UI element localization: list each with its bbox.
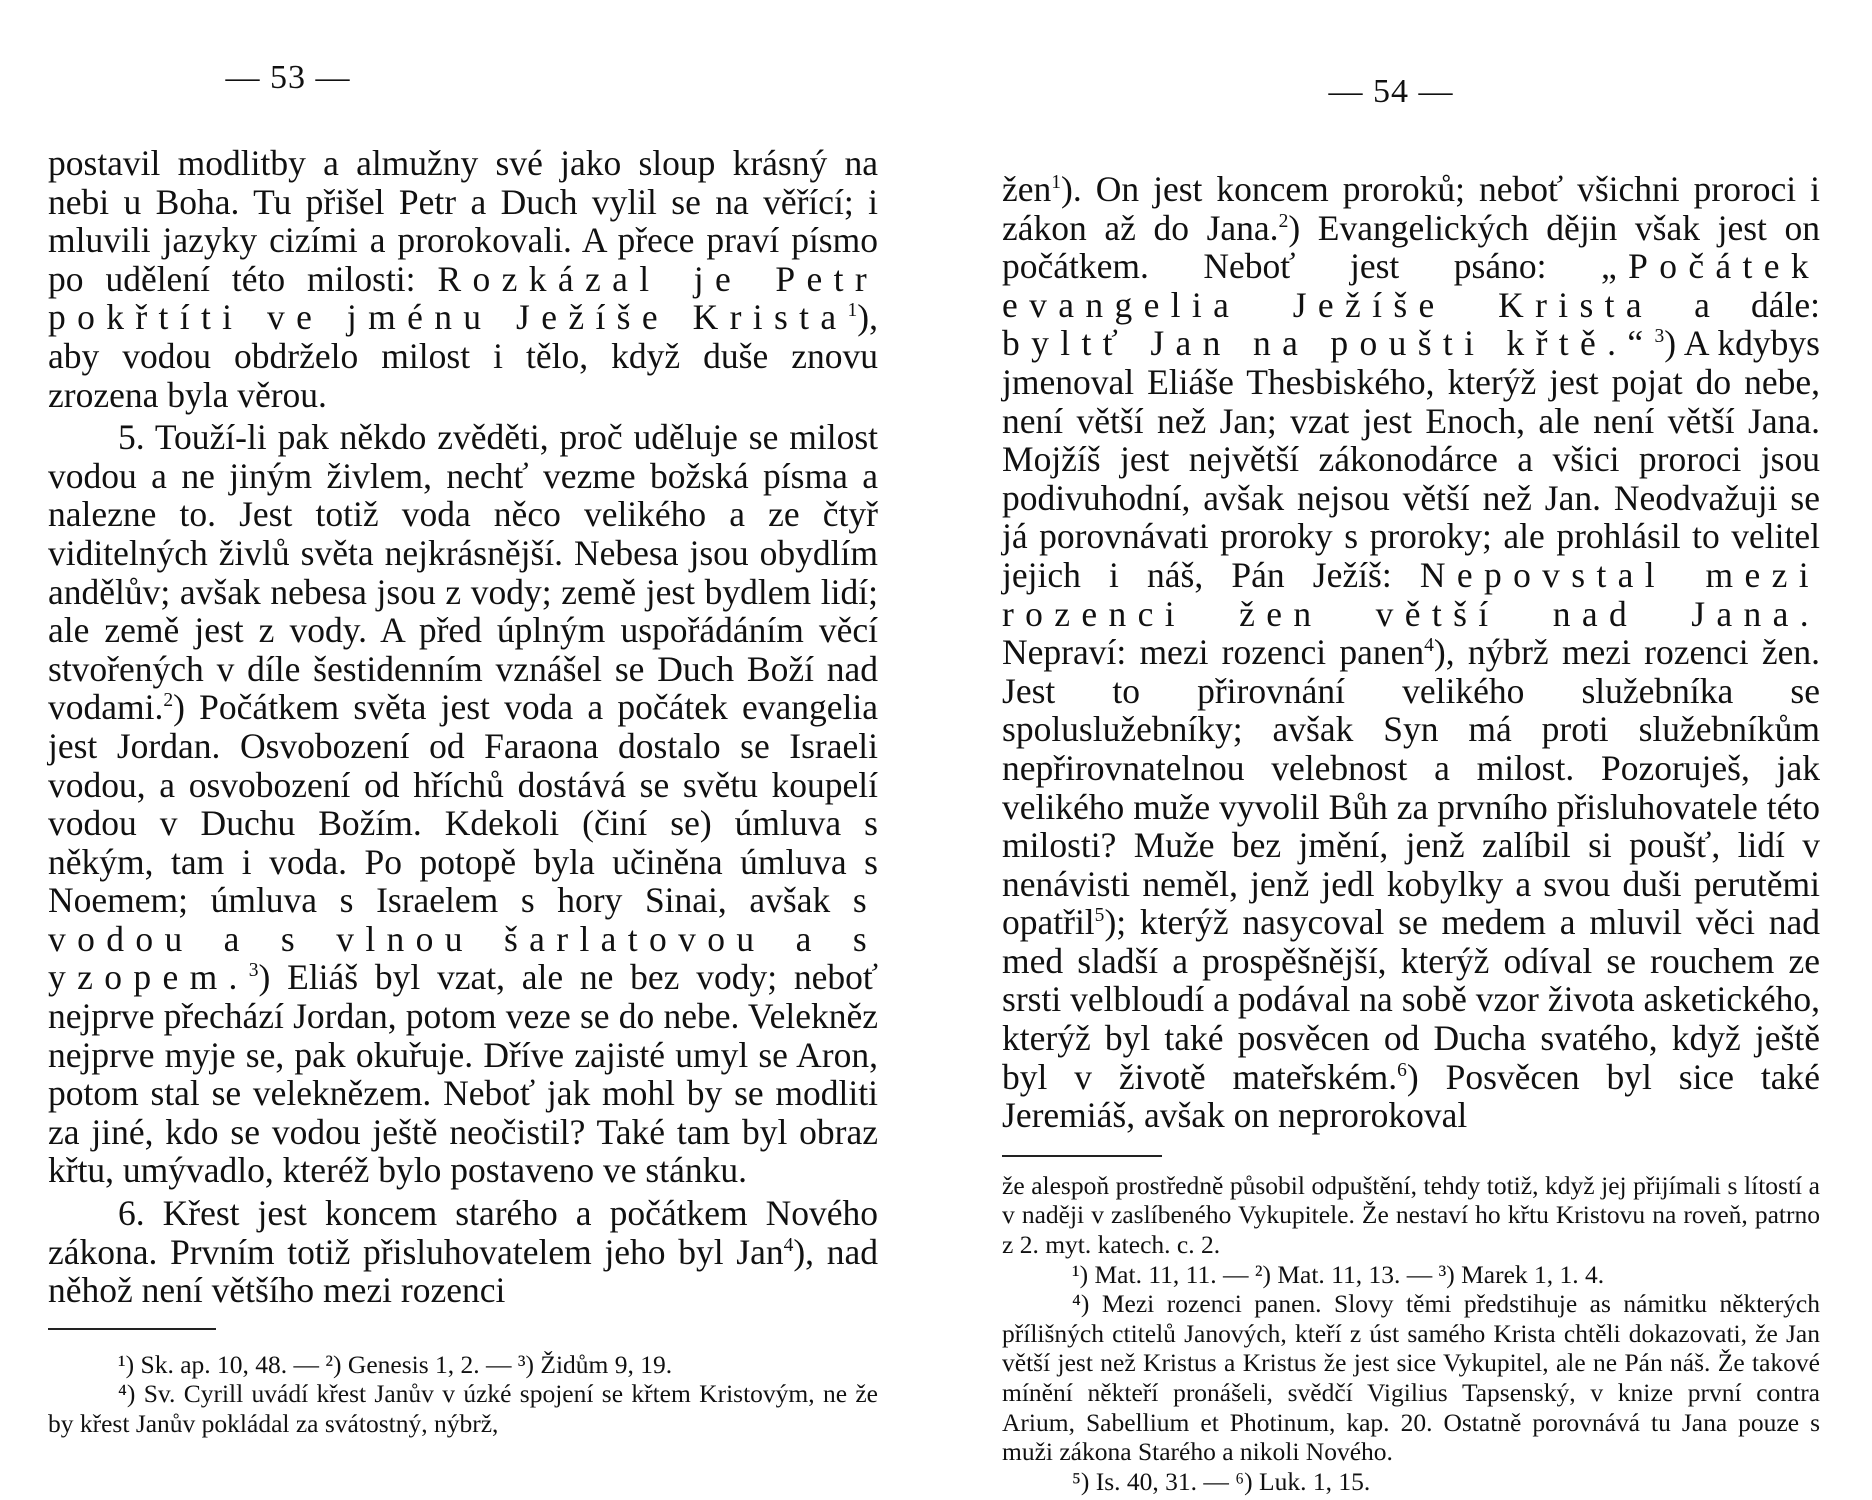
footnote-ref: 6 [1397,1059,1407,1081]
left-page [48,0,878,1439]
paragraph: žen$^1$). On jest koncem proroků; neboť všichni proroci i zákon až do Jana.$^2$) Evangelických dějin však jest on počátkem. Neboť jest psáno: „Počátek evangelia Ježíše Krista a dále: byltť Jan na poušti křtě.“$^3$) A kdybys jmenoval Eliáše Thesbiského, kterýž jest pojat do nebe, není větší než Jan; vzat jest Enoch, ale není větší Jana. Mojžíš jest největší zákonodárce a všici proroci jsou podivuhodní, avšak nejsou větší než Jan. Neodvažuji se já porovnávati proroky s proroky; ale prohlásil to velitel jejich i náš, Pán Ježíš: Nepovstal mezi rozenci žen větší nad Jana. Nepraví: mezi rozenci panen$^4$), nýbrž mezi rozenci žen. Jest to přirovnání velikého služebníka se spoluslužebníky; avšak Syn má proti služebníkům nepřirovnatelnou velebnost a milost. Pozoruješ, jak velikého muže vyvolil Bůh za prvního přisluhovatele této milosti? Muže bez jmění, jenž zalíbil si poušť, lidí v nenávisti neměl, jenž jedl kobylky a svou duši perutěmi opatřil$^5$); kterýž nasycoval se medem a mluvil věci nad med sladší a prospěšnější, kterýž odíval se rouchem ze srsti velbloudí a podával na sobě vzor života asketického, kterýž byl také posvěcen od Ducha svatého, když ještě byl v životě mateřském.$^6$) Posvěcen byl sice také Jeremiáš, avšak on neprorokoval [1002,169,1821,1136]
spaced-quote: Rozkázal je Petr pokřtíti ve jménu Ježíše Krista [48,258,878,338]
footnote-ref: 4 [783,1234,794,1256]
footnote-ref: 3 [248,960,259,982]
right-page [1002,0,1820,1496]
footnote-ref: 1 [1051,172,1062,194]
footnote: ⁴) Mezi rozenci panen. Slovy těmi předstihuje as námitku některých přílišných ctitelů Janových, kteří z úst samého Krista chtěli dokazovati, že Jan větší jest než Kristus a Kristus že jest sice Vykupitel, ale ne Pán náš. Že takové mínění někteří pronášeli, svědčí Vigilius Tapsenský, v knize první contra Arium, Sabellium et Photinum, kap. 20. Ostatně porovnává tu Jana pouze s muži zákona Starého a nikoli Nového. [1002,1289,1820,1467]
spaced-quote: „Počátek evangelia Ježíše Krista [1002,246,1820,325]
footnote-ref: 4 [1424,635,1434,657]
footnote-ref: 1 [847,300,858,322]
footnote: ⁵) Is. 40, 31. — ⁶) Luk. 1, 15. [1072,1466,1371,1496]
footnotes [48,1350,878,1439]
spaced-quote: byltť Jan na poušti křtě.“ [1002,323,1655,364]
footnote: ¹) Sk. ap. 10, 48. — ²) Genesis 1, 2. — ³) Židům 9, 19. [118,1349,673,1379]
body-text [48,144,878,1310]
footnote-ref: 5 [1094,905,1105,927]
footnote-divider [48,1328,216,1330]
footnote-divider [1002,1155,1162,1157]
footnote-ref: 2 [1278,210,1289,232]
footnote-ref: 3 [1654,326,1665,348]
footnote-continuation: že alespoň prostředně působil odpuštění, tehdy totiž, když jej přijímali s lítostí a v naději v zaslíbeného Vykupitele. Že nestaví ho křtu Kristovu na roveň, patrno z 2. myt. katech. c. 2. [1002,1170,1820,1260]
page-number: — 53 — [225,59,351,96]
footnote-ref: 2 [163,690,174,712]
footnote: ¹) Mat. 11, 11. — ²) Mat. 11, 13. — ³) Marek 1, 1. 4. [1072,1259,1605,1289]
page-number: — 54 — [1328,73,1454,110]
body-text [1002,170,1820,1135]
footnote: ⁴) Sv. Cyrill uvádí křest Janův v úzké spojení se křtem Kristovým, ne že by křest Janův pokládal za svátostný, nýbrž, [48,1379,878,1438]
paragraph: 5. Touží-li pak někdo zvěděti, proč uděluje se milost vodou a ne jiným živlem, nechť vezme božská písma a nalezne to. Jest totiž voda něco velikého a ze čtyř viditelných živlů světa nejkrásnější. Nebesa jsou obydlím andělův; avšak nebesa jsou z vody; země jest bydlem lidí; ale země jest z vody. A před úplným uspořádáním věcí stvořených v díle šestidenním vznášel se Duch Boží nad vodami.$^2$) Počátkem světa jest voda a počátek evangelia jest Jordan. Osvobození od Faraona dostalo se Israeli vodou, a osvobození od hříchů dostává se světu koupelí vodou v Duchu Božím. Kdekoli (činí se) úmluva s někým, tam i voda. Po potopě byla učiněna úmluva s Noemem; úmluva s Israelem s hory Sinai, avšak s vodou a s vlnou šarlatovou a s yzopem.$^3$) Eliáš byl vzat, ale ne bez vody; neboť nejprve přechází Jordan, potom veze se do nebe. Velekněz nejprve myje se, pak okuřuje. Dříve zajisté umyl se Aron, potom stal se veleknězem. Neboť jak mohl by se modliti za jiné, kdo se vodou ještě neočistil? Také tam byl obraz křtu, umývadlo, kteréž bylo postaveno ve stánku. [48,417,878,1191]
footnotes [1002,1171,1820,1497]
paragraph: postavil modlitby a almužny své jako sloup krásný na nebi u Boha. Tu přišel Petr a Duch vylil se na věřící; i mluvili jazyky cizími a prorokovali. A přece praví písmo po udělení této milosti: Rozkázal je Petr pokřtíti ve jménu Ježíše Krista$^1$), aby vodou obdrželo milost i tělo, když duše znovu zrozena byla věrou. [48,143,878,415]
paragraph: 6. Křest jest koncem starého a počátkem Nového zákona. Prvním totiž přisluhovatelem jeho byl Jan$^4$), nad něhož není většího mezi rozenci [48,1193,878,1311]
spaced-quote: s vodou a s vlnou šarlatovou a s yzopem. [48,880,878,998]
spaced-quote: Nepovstal mezi rozenci žen větší nad Jana. [1002,554,1820,634]
